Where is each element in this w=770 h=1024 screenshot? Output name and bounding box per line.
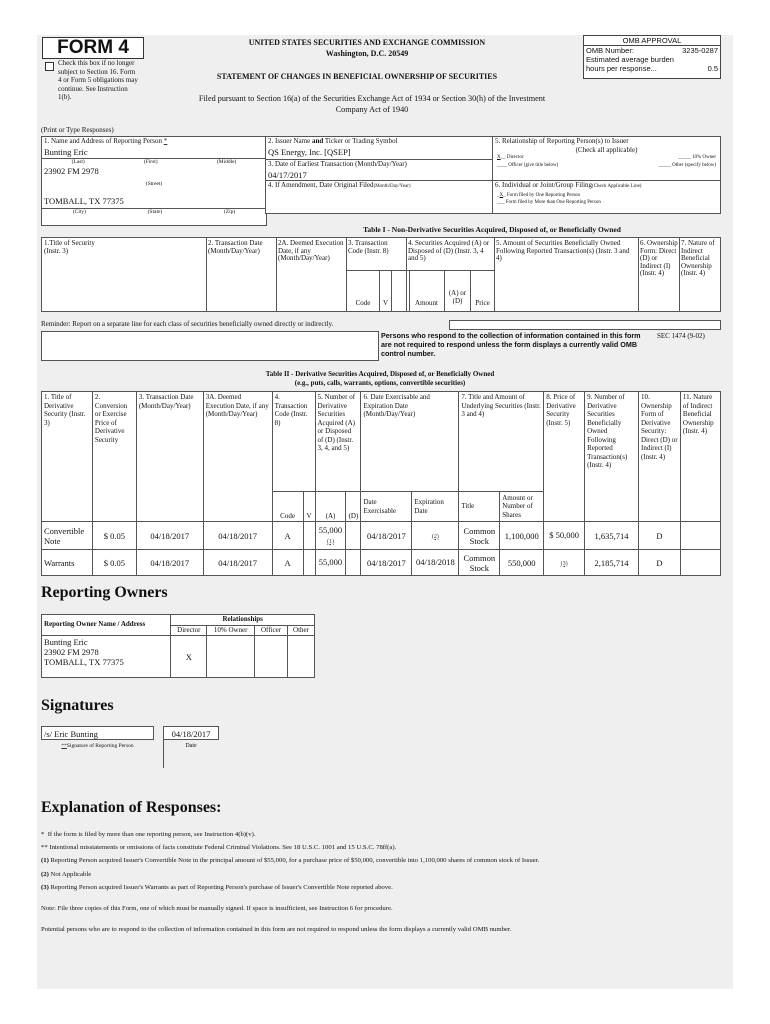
- director-label: Director: [506, 155, 524, 160]
- t2-h7: 7. Title and Amount of Underlying Securities (Instr. 3 and 4): [459, 392, 544, 492]
- box1-reporting-person: [41, 136, 267, 226]
- t2-h6: 6. Date Exercisable and Expiration Date (Month/Day/Year): [361, 392, 459, 492]
- explanation-body: [41, 828, 721, 936]
- exp-l1: If the form is filed by more than one reporting person, see Instruction 4(b)(v).: [47, 831, 256, 838]
- t2-h1: 1. Title of Derivative Security (Instr. 3): [42, 392, 93, 522]
- signature-label: [41, 743, 154, 750]
- t1-h2a: 2A. Deemed Execution Date, if any (Month/Day/Year): [278, 239, 344, 262]
- row2-deemed: 04/18/2017: [203, 550, 272, 576]
- omb-approval-box: [583, 35, 721, 79]
- exp-potential: Potential persons who are to respond to the collection of information contained in this form are not required to respond unless the form displays a currently valid OMB number.: [41, 926, 512, 934]
- row1-code: A: [272, 522, 303, 550]
- persons-notice: Persons who respond to the collection of information contained in this form are not required to respond unless the form displays a currently valid OMB control number.: [381, 331, 641, 358]
- filed-line-1: Filed pursuant to Section 16(a) of the Securities Exchange Act of 1934 or Section 30(h) of the Investment: [198, 94, 546, 103]
- omb-burden-2: hours per response...: [586, 64, 657, 73]
- reminder-text: Reminder: Report on a separate line for each class of securities beneficially owned directly or indirectly.: [41, 320, 334, 328]
- t2-h10: 10. Ownership Form of Derivative Security: Direct (D) or Indirect (I) (Instr. 4): [639, 392, 681, 522]
- row1-deemed: 04/18/2017: [203, 522, 272, 550]
- filed-pursuant: [137, 93, 607, 115]
- t1-h4: 4. Securities Acquired (A) or Disposed of (D) (Instr. 3, 4 and 5): [408, 239, 490, 262]
- t2-date-ex: Date Exercisable: [361, 492, 412, 522]
- last-label: (Last): [71, 158, 85, 165]
- omb-hours: 0.5: [707, 64, 718, 73]
- signatures-heading: Signatures: [41, 697, 114, 714]
- t1-price: Price: [475, 299, 490, 307]
- box3-label: 3. Date of Earliest Transaction (Month/Day/Year): [268, 160, 407, 168]
- box2-issuer: [265, 136, 493, 160]
- earliest-transaction-date: 04/17/2017: [268, 169, 307, 180]
- row2-num: 55,000: [318, 556, 343, 567]
- form-title: FORM 4: [42, 37, 144, 59]
- row1-price8: $ 50,000: [549, 529, 580, 540]
- owner-addr1: 23902 FM 2978: [44, 647, 99, 657]
- box6-label: 6. Individual or Joint/Group Filing: [495, 181, 593, 189]
- issuer-name: QS Energy, Inc. [QSEP]: [268, 146, 351, 157]
- row1-exp-footnote-link[interactable]: (2): [431, 533, 439, 540]
- row2-code: A: [272, 550, 303, 576]
- owners-other: Other: [288, 625, 315, 636]
- t2-exp: Expiration Date: [412, 492, 459, 522]
- box2-label-pre: 2. Issuer Name: [268, 137, 312, 145]
- owner-name: Bunting Eric: [44, 637, 88, 647]
- box1-footnote-link[interactable]: *: [163, 137, 168, 145]
- street-label: (Street): [145, 181, 163, 187]
- street-value: 23902 FM 2978: [44, 166, 99, 176]
- row1-title: Common Stock: [459, 522, 500, 550]
- t2-v: V: [303, 492, 315, 522]
- statement-title: STATEMENT OF CHANGES IN BENEFICIAL OWNERSHIP OF SECURITIES: [216, 72, 498, 81]
- state-label: (State): [147, 208, 163, 215]
- one-person-mark[interactable]: X: [499, 192, 504, 198]
- table2-title-2: (e.g., puts, calls, warrants, options, convertible securities): [294, 379, 466, 387]
- exp-l4-mark: (2): [41, 870, 49, 878]
- row2-exp: 04/18/2018: [415, 556, 455, 567]
- reporting-owners-table: [41, 614, 315, 678]
- other-label: Other (specify below): [672, 162, 716, 168]
- t2-h3a: 3A. Deemed Execution Date, if any (Month/Day/Year): [203, 392, 272, 522]
- owner-director-mark: X: [171, 636, 207, 678]
- table1: [41, 237, 721, 312]
- box2-label-post: Ticker or Trading Symbol: [323, 137, 398, 145]
- row2-security: Warrants: [42, 550, 93, 576]
- signature-label-text: Signature of Reporting Person: [66, 743, 134, 749]
- t2-a: (A): [315, 492, 346, 522]
- reporting-person-name: Bunting Eric: [44, 146, 88, 157]
- box6-filing: 6. Individual or Joint/Group Filing(Check Applicable Line) _X_ Form filed by One Reporting Person ___ Form filed by More than One Reporting Person: [492, 180, 721, 214]
- table2: [41, 391, 721, 576]
- exp-l3-mark: (1): [41, 857, 49, 865]
- form-sheet: [37, 35, 733, 989]
- exp-l1-mark: *: [41, 831, 45, 838]
- middle-label: (Middle): [216, 158, 237, 165]
- first-label: (First): [143, 158, 158, 165]
- row1-date: 04/18/2017: [136, 522, 203, 550]
- no-longer-subject-checkbox[interactable]: [45, 62, 54, 71]
- t2-h9: 9. Number of Derivative Securities Beneficially Owned Following Reported Transaction(s) (Instr. 4): [585, 392, 639, 522]
- ten-percent-label: 10% Owner: [691, 155, 716, 160]
- zip-label: (Zip): [223, 208, 236, 215]
- exp-l5-mark: (3): [41, 883, 49, 891]
- row1-security: Convertible Note: [42, 522, 93, 550]
- box5-relationship: 5. Relationship of Reporting Person(s) to Issuer (Check all applicable) X__ Director _____ 10% Owner ____ Officer (give title below) _____ Other (specify below): [492, 136, 721, 181]
- box4-label: 4. If Amendment, Date Original Filed: [268, 181, 374, 189]
- table2-title-1: Table II - Derivative Securities Acquired, Disposed of, or Beneficially Owned: [265, 370, 495, 378]
- officer-label: Officer (give title below): [508, 162, 559, 168]
- row1-owned: 1,635,714: [585, 522, 639, 550]
- city-value: TOMBALL, TX 77375: [44, 195, 124, 206]
- row2-date: 04/18/2017: [136, 550, 203, 576]
- box4-label-small: (Month/Day/Year): [373, 184, 411, 189]
- box1-label: 1. Name and Address of Reporting Person: [44, 137, 163, 145]
- city-label: (City): [72, 208, 86, 215]
- sec-code: SEC 1474 (9-02): [657, 332, 705, 340]
- omb-burden-1: Estimated average burden: [586, 55, 674, 64]
- box5-label-2: (Check all applicable): [575, 145, 638, 154]
- row2-price8-footnote-link[interactable]: (3): [560, 560, 568, 567]
- t2-h5: 5. Number of Derivative Securities Acquired (A) or Disposed of (D) (Instr. 3, 4, and 5): [315, 392, 361, 492]
- box5-label-1: 5. Relationship of Reporting Person(s) to Issuer: [495, 137, 629, 145]
- filed-line-2: Company Act of 1940: [335, 105, 409, 114]
- t2-h11: 11. Nature of Indirect Beneficial Ownership (Instr. 4): [680, 392, 720, 522]
- t1-aord: (A) or (D): [448, 289, 467, 305]
- one-person-label: Form filed by One Reporting Person: [506, 192, 581, 198]
- owners-officer: Officer: [255, 625, 288, 636]
- row2-form: D: [639, 550, 681, 576]
- row1-price: $ 0.05: [92, 522, 136, 550]
- table-row: [42, 636, 315, 678]
- explanation-heading: Explanation of Responses:: [41, 799, 222, 816]
- t2-h2: 2. Conversion or Exercise Price of Derivative Security: [92, 392, 136, 522]
- table-row: [42, 550, 721, 576]
- row2-amount: 550,000: [500, 550, 544, 576]
- box6-label-small: (Check Applicable Line): [592, 184, 642, 189]
- t2-h4: 4. Transaction Code (Instr. 8): [272, 392, 315, 492]
- exp-l2: Intentional misstatements or omissions of facts constitute Federal Criminal Violations. See 18 U.S.C. 1001 and 15 U.S.C. 78ff(a).: [49, 844, 397, 852]
- signature-label-mark[interactable]: **: [61, 743, 67, 749]
- row2-date-ex: 04/18/2017: [361, 550, 412, 576]
- row2-title: Common Stock: [459, 550, 500, 576]
- t1-h3: 3. Transaction Code (Instr. 8): [348, 239, 389, 255]
- t2-title: Title: [459, 492, 500, 522]
- signature-date-box: 04/18/2017: [163, 726, 219, 740]
- row1-form: D: [639, 522, 681, 550]
- t1-code: Code: [355, 299, 371, 307]
- owner-addr2: TOMBALL, TX 77375: [44, 657, 124, 667]
- exp-l5: Reporting Person acquired Issuer's Warrants as part of Reporting Person's purchase of Issuer's Convertible Note reported above.: [50, 883, 393, 891]
- t2-code: Code: [272, 492, 303, 522]
- owners-ten-percent: 10% Owner: [207, 625, 255, 636]
- exp-l4: Not Applicable: [50, 870, 92, 878]
- row1-date-ex: 04/18/2017: [361, 522, 412, 550]
- row2-owned: 2,185,714: [585, 550, 639, 576]
- owners-director: Director: [171, 625, 207, 636]
- row1-amount: 1,100,000: [500, 522, 544, 550]
- signature-date-label: Date: [185, 743, 197, 749]
- agency-name: UNITED STATES SECURITIES AND EXCHANGE COMMISSION: [248, 38, 486, 47]
- more-persons-label: Form filed by More than One Reporting Person: [505, 200, 601, 205]
- left-blank-box: [41, 331, 379, 361]
- box3-date: [265, 159, 493, 181]
- reminder-blank-box: [449, 320, 721, 330]
- t2-d: (D): [346, 492, 361, 522]
- agency-location: Washington, D.C. 20549: [325, 49, 409, 58]
- t1-h7: 7. Nature of Indirect Beneficial Ownership (Instr. 4): [681, 239, 715, 277]
- signature-box: /s/ Eric Bunting: [41, 726, 154, 740]
- table2-title: [41, 370, 719, 388]
- row2-price: $ 0.05: [92, 550, 136, 576]
- t2-h8: 8. Price of Derivative Security (Instr. 5): [544, 392, 585, 522]
- t1-amount: Amount: [415, 299, 438, 307]
- director-mark[interactable]: X: [497, 155, 501, 160]
- row1-num-footnote-link[interactable]: (1): [326, 538, 334, 545]
- print-type-note: (Print or Type Responses): [41, 126, 114, 134]
- t1-h1: 1.Title of Security: [44, 239, 95, 247]
- t1-v: V: [382, 299, 389, 307]
- exp-note: Note: File three copies of this Form, one of which must be manually signed. If space is insufficient, see Instruction 6 for procedure.: [41, 905, 393, 913]
- t1-h2: 2. Transaction Date (Month/Day/Year): [208, 239, 263, 255]
- checkbox-text: Check this box if no longer subject to Section 16. Form 4 or Form 5 obligations may continue. See Instruction 1(b).: [58, 59, 138, 102]
- owners-relationships: Relationships: [171, 615, 315, 626]
- table1-title: Table I - Non-Derivative Securities Acquired, Disposed of, or Beneficially Owned: [363, 225, 621, 234]
- t1-h6: 6. Ownership Form: Direct (D) or Indirect (I) (Instr. 4): [640, 239, 678, 277]
- t1-h5: 5. Amount of Securities Beneficially Owned Following Reported Transaction(s) (Instr. 3 and 4): [496, 239, 630, 262]
- box2-label-and: and: [311, 137, 324, 145]
- t2-h3: 3. Transaction Date (Month/Day/Year): [136, 392, 203, 522]
- reporting-owners-heading: Reporting Owners: [41, 584, 168, 601]
- row1-num: 55,000: [318, 524, 343, 535]
- t2-amount-shares: Amount or Number of Shares: [500, 492, 544, 522]
- table-row: [42, 522, 721, 550]
- exp-l2-mark: **: [41, 844, 48, 852]
- box4-amendment: [265, 180, 493, 214]
- t1-h1b: (Instr. 3): [44, 246, 69, 255]
- omb-number-label: OMB Number:: [586, 46, 634, 55]
- omb-title: OMB APPROVAL: [584, 36, 720, 46]
- omb-number: 3235-0287: [682, 46, 718, 55]
- exp-l3: Reporting Person acquired Issuer's Convertible Note in the principal amount of $55,000, for a purchase price of $50,000, convertible into 1,100,000 shares of common stock of Issuer.: [50, 857, 540, 865]
- owners-col-name: Reporting Owner Name / Address: [42, 615, 171, 636]
